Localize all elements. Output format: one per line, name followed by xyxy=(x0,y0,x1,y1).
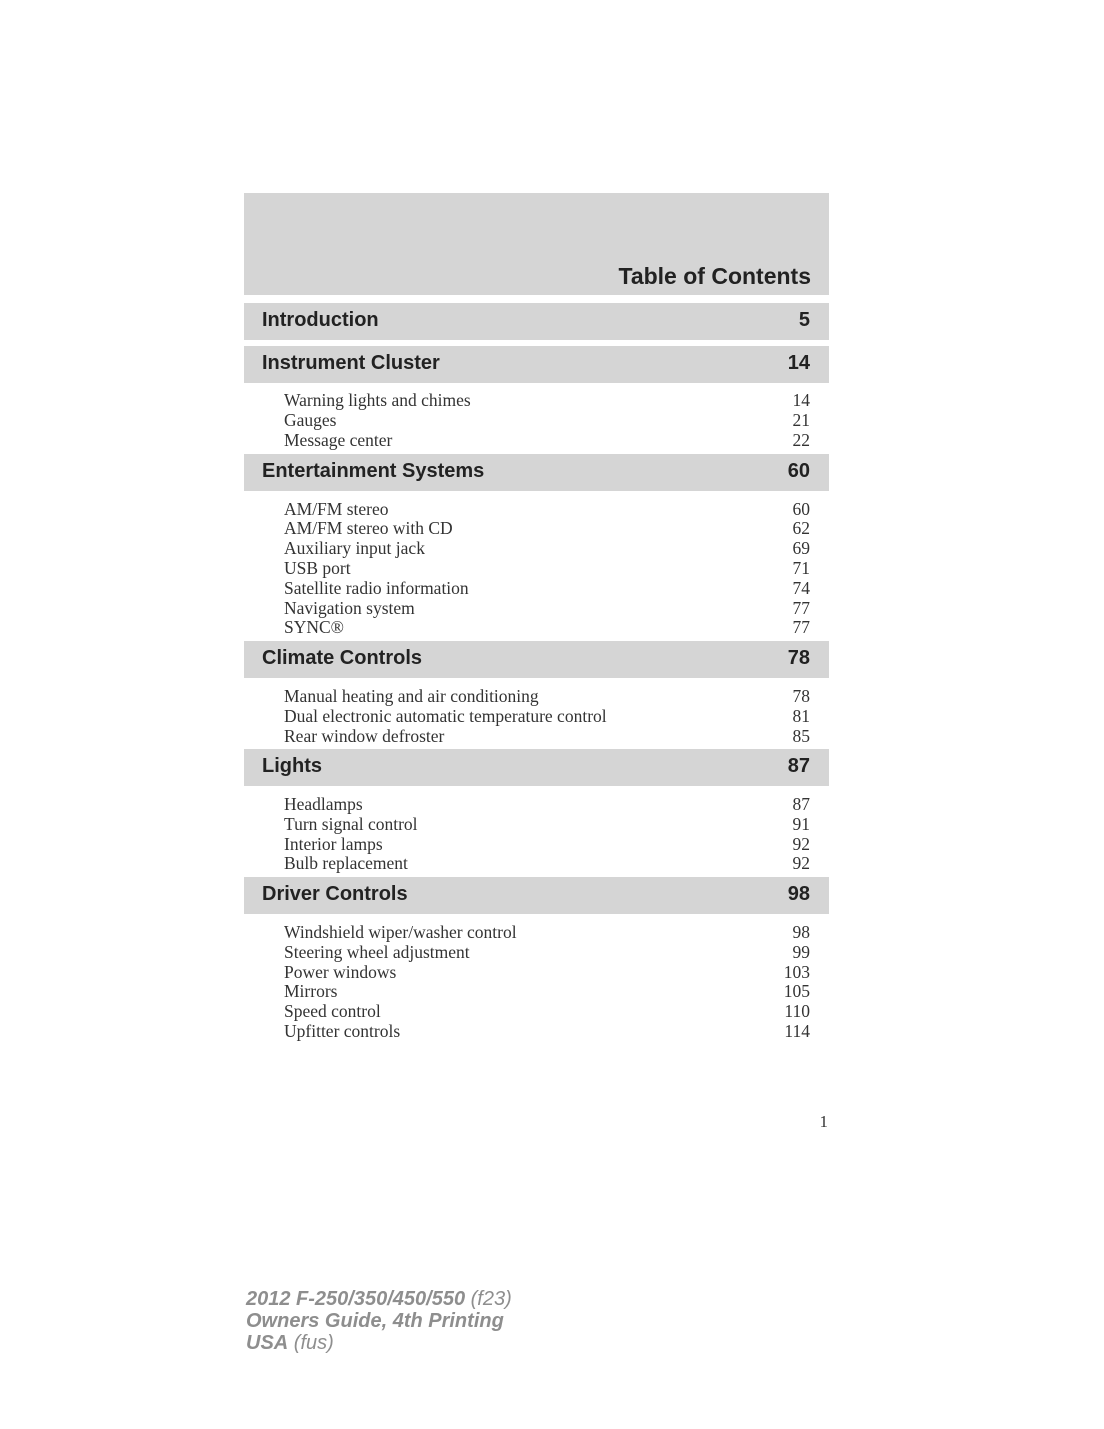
footer-market-code: (fus) xyxy=(293,1332,334,1354)
toc-entry[interactable] xyxy=(284,686,810,706)
toc-entry[interactable] xyxy=(284,981,810,1001)
toc-entry[interactable] xyxy=(284,706,810,726)
entry-page-number: 21 xyxy=(792,410,810,430)
entry-title: Bulb replacement xyxy=(284,853,408,873)
toc-entry[interactable] xyxy=(284,962,810,982)
section-page-number: 87 xyxy=(787,755,810,777)
entry-title: USB port xyxy=(284,558,351,578)
entry-page-number: 69 xyxy=(792,538,810,558)
entry-title: Turn signal control xyxy=(284,814,418,834)
entry-page-number: 22 xyxy=(792,430,810,450)
entry-page-number: 77 xyxy=(792,598,810,618)
footer-guide-line xyxy=(246,1310,512,1332)
toc-entry[interactable] xyxy=(284,499,810,519)
entry-title: Warning lights and chimes xyxy=(284,390,471,410)
entry-title: Navigation system xyxy=(284,598,415,618)
section-title: Entertainment Systems xyxy=(262,460,485,482)
entry-page-number: 60 xyxy=(792,499,810,519)
section-page-number: 5 xyxy=(798,309,810,331)
entry-page-number: 71 xyxy=(792,558,810,578)
entry-title: Speed control xyxy=(284,1001,381,1021)
entry-page-number: 81 xyxy=(792,706,810,726)
entry-page-number: 14 xyxy=(792,390,810,410)
footer xyxy=(246,1288,512,1354)
entry-page-number: 99 xyxy=(792,942,810,962)
section-header-climate-controls[interactable] xyxy=(244,641,829,678)
toc-entry[interactable] xyxy=(284,794,810,814)
toc-entry[interactable] xyxy=(284,853,810,873)
entry-page-number: 78 xyxy=(792,686,810,706)
footer-model: 2012 F-250/350/450/550 xyxy=(246,1288,466,1310)
entry-title: Steering wheel adjustment xyxy=(284,942,470,962)
entry-title: Interior lamps xyxy=(284,834,383,854)
entry-title: Rear window defroster xyxy=(284,726,445,746)
entry-page-number: 87 xyxy=(792,794,810,814)
entry-page-number: 77 xyxy=(792,617,810,637)
toc-entry[interactable] xyxy=(284,814,810,834)
section-title: Driver Controls xyxy=(262,883,408,905)
section-header-instrument-cluster[interactable] xyxy=(244,346,829,383)
footer-market: USA xyxy=(246,1332,289,1354)
page-number: 1 xyxy=(819,1112,828,1131)
entry-title: Power windows xyxy=(284,962,397,982)
section-header-entertainment-systems[interactable] xyxy=(244,454,829,491)
entry-title: Mirrors xyxy=(284,981,338,1001)
toc-entry[interactable] xyxy=(284,726,810,746)
section-header-driver-controls[interactable] xyxy=(244,877,829,914)
toc-entry[interactable] xyxy=(284,617,810,637)
toc-entry[interactable] xyxy=(284,390,810,410)
toc-entry[interactable] xyxy=(284,538,810,558)
footer-guide: Owners Guide, 4th Printing xyxy=(246,1310,504,1332)
toc-entry[interactable] xyxy=(284,834,810,854)
entry-page-number: 114 xyxy=(784,1021,810,1041)
toc-entry[interactable] xyxy=(284,558,810,578)
toc-entry[interactable] xyxy=(284,518,810,538)
entry-page-number: 92 xyxy=(792,853,810,873)
footer-model-code: (f23) xyxy=(470,1288,512,1310)
entry-title: Gauges xyxy=(284,410,337,430)
section-page-number: 60 xyxy=(787,460,810,482)
footer-model-line xyxy=(246,1288,512,1310)
entry-title: Satellite radio information xyxy=(284,578,469,598)
section-title: Climate Controls xyxy=(262,647,423,669)
entry-page-number: 98 xyxy=(792,922,810,942)
section-page-number: 78 xyxy=(787,647,810,669)
section-page-number: 98 xyxy=(787,883,810,905)
section-header-lights[interactable] xyxy=(244,749,829,786)
entry-title: Message center xyxy=(284,430,393,450)
entry-title: Windshield wiper/washer control xyxy=(284,922,517,942)
section-title: Introduction xyxy=(262,309,379,331)
entry-page-number: 74 xyxy=(792,578,810,598)
section-title: Lights xyxy=(262,755,322,777)
toc-entry[interactable] xyxy=(284,430,810,450)
entry-title: Manual heating and air conditioning xyxy=(284,686,539,706)
section-title: Instrument Cluster xyxy=(262,352,440,374)
entry-page-number: 92 xyxy=(792,834,810,854)
toc-entry[interactable] xyxy=(284,578,810,598)
entry-title: Headlamps xyxy=(284,794,363,814)
entry-title: Upfitter controls xyxy=(284,1021,401,1041)
toc-entry[interactable] xyxy=(284,942,810,962)
entry-title: Dual electronic automatic temperature control xyxy=(284,706,607,726)
toc-entry[interactable] xyxy=(284,922,810,942)
footer-market-line xyxy=(246,1332,512,1354)
entry-title: AM/FM stereo xyxy=(284,499,389,519)
entry-title: AM/FM stereo with CD xyxy=(284,518,453,538)
toc-entry[interactable] xyxy=(284,598,810,618)
toc-entry[interactable] xyxy=(284,1001,810,1021)
entry-page-number: 110 xyxy=(784,1001,810,1021)
entry-page-number: 105 xyxy=(783,981,810,1001)
entry-page-number: 62 xyxy=(792,518,810,538)
entry-title: Auxiliary input jack xyxy=(284,538,425,558)
entry-page-number: 91 xyxy=(792,814,810,834)
page-title: Table of Contents xyxy=(618,263,811,289)
entry-page-number: 103 xyxy=(783,962,810,982)
toc-entry[interactable] xyxy=(284,410,810,430)
entry-page-number: 85 xyxy=(792,726,810,746)
section-header-introduction[interactable] xyxy=(244,303,829,340)
toc-header-band xyxy=(244,193,829,295)
toc-entry[interactable] xyxy=(284,1021,810,1041)
entry-title: SYNC® xyxy=(284,617,344,637)
section-page-number: 14 xyxy=(787,352,810,374)
